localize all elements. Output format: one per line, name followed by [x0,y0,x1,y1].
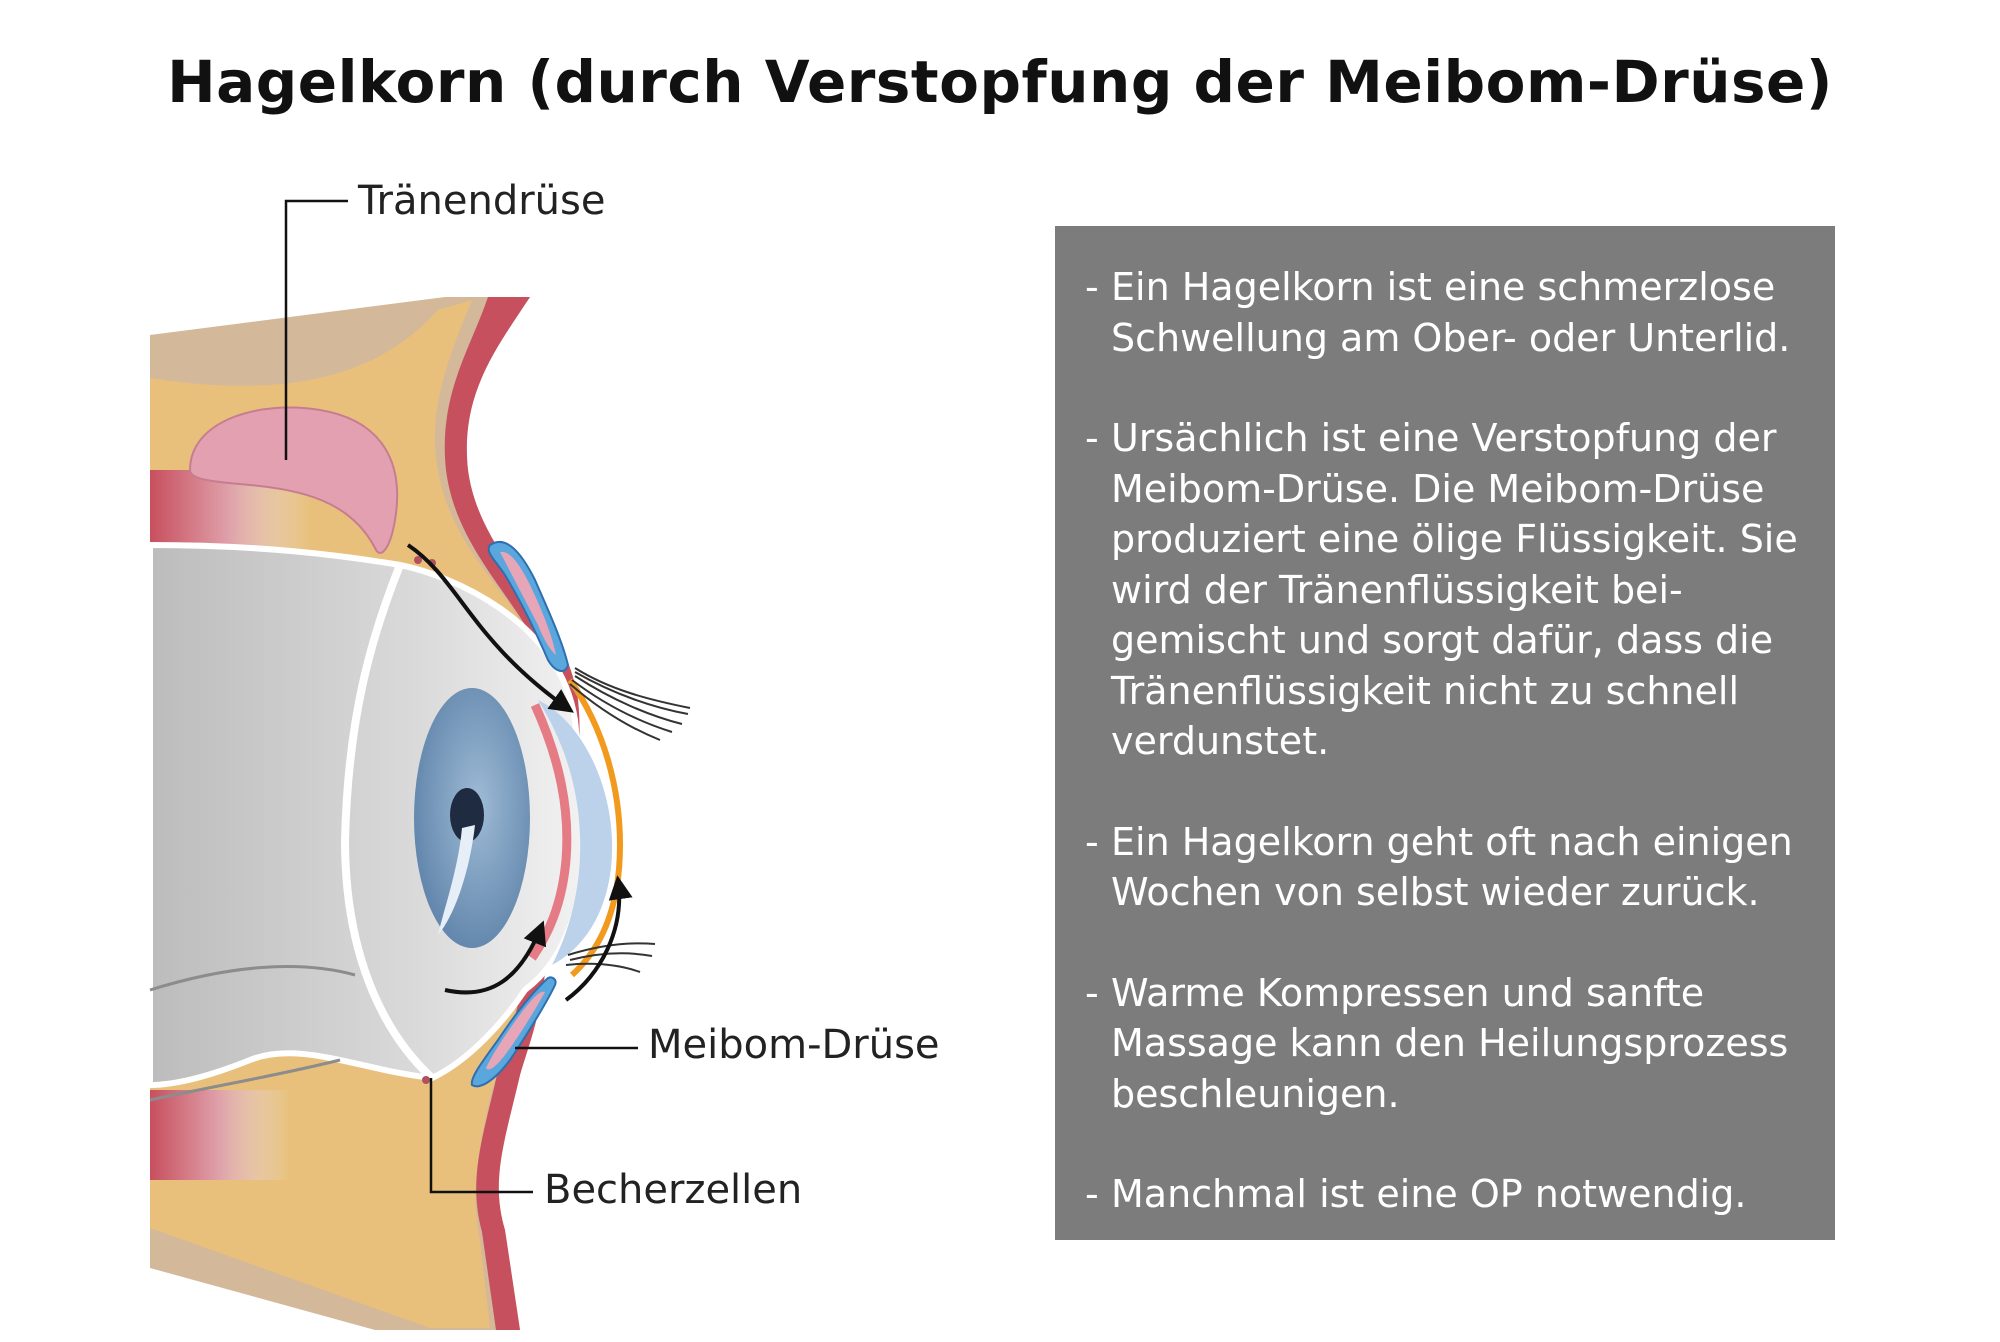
bullet-text: Manchmal ist eine OP notwendig. [1111,1172,1747,1216]
bullet-text: Ein Hagelkorn ist eine schmerzlose Schwellung am Ober- oder Unterlid. [1111,265,1791,360]
info-bullet [1085,413,1809,767]
label-meibom-druese: Meibom-Drüse [648,1022,940,1068]
bullet-dash: - [1085,265,1099,309]
bullet-dash: - [1085,819,1099,864]
extraocular-muscle-bottom [150,1090,290,1180]
page-title: Hagelkorn (durch Verstopfung der Meibom-Drüse) [167,48,1833,116]
info-box [1055,226,1835,1240]
info-bullet [1085,968,1809,1120]
info-bullet [1085,262,1809,363]
label-becherzellen: Becherzellen [544,1167,803,1213]
bullet-dash: - [1085,416,1099,460]
bullet-text: Warme Kompressen und sanfte Massage kann den Heilungsprozess beschleunigen. [1111,970,1789,1116]
label-traenendruese: Tränendrüse [358,178,606,224]
info-bullet [1085,1169,1809,1220]
bullet-text: Ein Hagelkorn geht oft nach einigen Wochen von selbst wieder zurück. [1111,819,1793,914]
bullet-dash: - [1085,970,1099,1015]
info-bullet [1085,817,1809,918]
bullet-dash: - [1085,1172,1099,1216]
goblet-cell [422,1076,430,1084]
bullet-text: Ursächlich ist eine Verstopfung der Meibom-Drüse. Die Meibom-Drüse produziert eine ölige Flüssigkeit. Sie wird der Tränenflüssigkeit bei-gemischt und sorgt dafür, dass die Tränenflüssigkeit nicht zu schnell verdunstet. [1111,416,1798,763]
